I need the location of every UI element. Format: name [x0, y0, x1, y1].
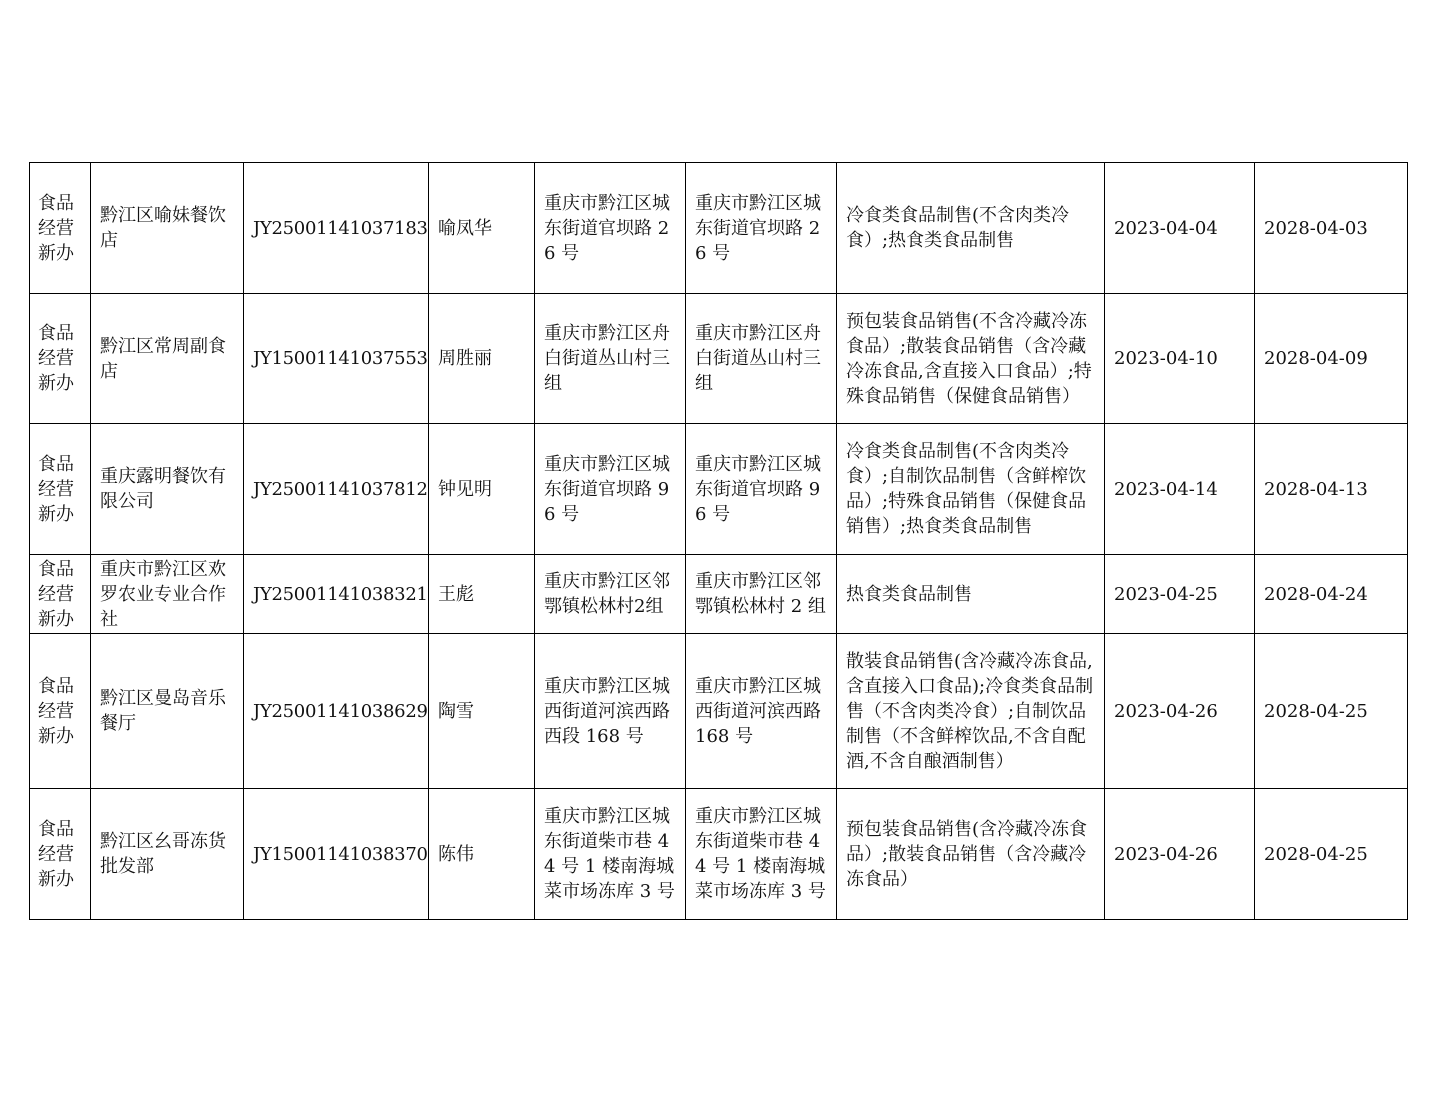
business-name-cell: 黔江区幺哥冻货批发部 — [91, 789, 244, 920]
business-scope-cell: 散装食品销售(含冷藏冷冻食品,含直接入口食品);冷食类食品制售（不含肉类冷食）;自制饮品制售（不含鲜榨饮品,不含自配酒,不含自酿酒制售） — [837, 634, 1105, 789]
license-number-cell: JY25001141037812 — [244, 424, 429, 555]
business-name-cell: 黔江区喻妹餐饮店 — [91, 163, 244, 294]
business-name-cell: 重庆市黔江区欢罗农业专业合作社 — [91, 555, 244, 634]
table-row — [30, 789, 1408, 920]
license-records-table — [29, 162, 1408, 920]
expiry-date-cell: 2028-04-24 — [1255, 555, 1408, 634]
table-row — [30, 294, 1408, 424]
business-name-cell: 黔江区曼岛音乐餐厅 — [91, 634, 244, 789]
table-row — [30, 634, 1408, 789]
expiry-date-cell: 2028-04-03 — [1255, 163, 1408, 294]
permit-type-cell: 食品经营新办 — [30, 634, 91, 789]
address-cell: 重庆市黔江区城东街道官坝路 26 号 — [535, 163, 686, 294]
business-scope-cell: 预包装食品销售(不含冷藏冷冻食品）;散装食品销售（含冷藏冷冻食品,含直接入口食品）;特殊食品销售（保健食品销售） — [837, 294, 1105, 424]
address-cell: 重庆市黔江区舟白街道丛山村三组 — [535, 294, 686, 424]
business-address-cell: 重庆市黔江区城西街道河滨西路 168 号 — [686, 634, 837, 789]
expiry-date-cell: 2028-04-25 — [1255, 634, 1408, 789]
table-row — [30, 555, 1408, 634]
issue-date-cell: 2023-04-14 — [1105, 424, 1255, 555]
business-address-cell: 重庆市黔江区邻鄂镇松林村 2 组 — [686, 555, 837, 634]
business-scope-cell: 热食类食品制售 — [837, 555, 1105, 634]
license-number-cell: JY25001141038629 — [244, 634, 429, 789]
address-cell: 重庆市黔江区城东街道柴市巷 44 号 1 楼南海城菜市场冻库 3 号 — [535, 789, 686, 920]
address-cell: 重庆市黔江区邻鄂镇松林村2组 — [535, 555, 686, 634]
business-address-cell: 重庆市黔江区城东街道官坝路 26 号 — [686, 163, 837, 294]
issue-date-cell: 2023-04-25 — [1105, 555, 1255, 634]
license-number-cell: JY25001141038321 — [244, 555, 429, 634]
business-scope-cell: 冷食类食品制售(不含肉类冷食）;自制饮品制售（含鲜榨饮品）;特殊食品销售（保健食品销售）;热食类食品制售 — [837, 424, 1105, 555]
legal-representative-cell: 陶雪 — [429, 634, 535, 789]
address-cell: 重庆市黔江区城东街道官坝路 96 号 — [535, 424, 686, 555]
table-row — [30, 424, 1408, 555]
legal-representative-cell: 周胜丽 — [429, 294, 535, 424]
business-scope-cell: 预包装食品销售(含冷藏冷冻食品）;散装食品销售（含冷藏冷冻食品） — [837, 789, 1105, 920]
issue-date-cell: 2023-04-04 — [1105, 163, 1255, 294]
legal-representative-cell: 陈伟 — [429, 789, 535, 920]
license-number-cell: JY25001141037183 — [244, 163, 429, 294]
expiry-date-cell: 2028-04-25 — [1255, 789, 1408, 920]
expiry-date-cell: 2028-04-09 — [1255, 294, 1408, 424]
permit-type-cell: 食品经营新办 — [30, 163, 91, 294]
business-address-cell: 重庆市黔江区城东街道官坝路 96 号 — [686, 424, 837, 555]
business-name-cell: 黔江区常周副食店 — [91, 294, 244, 424]
legal-representative-cell: 王彪 — [429, 555, 535, 634]
permit-type-cell: 食品经营新办 — [30, 424, 91, 555]
permit-type-cell: 食品经营新办 — [30, 789, 91, 920]
legal-representative-cell: 钟见明 — [429, 424, 535, 555]
address-cell: 重庆市黔江区城西街道河滨西路西段 168 号 — [535, 634, 686, 789]
permit-type-cell: 食品经营新办 — [30, 294, 91, 424]
issue-date-cell: 2023-04-26 — [1105, 789, 1255, 920]
license-number-cell: JY15001141037553 — [244, 294, 429, 424]
license-number-cell: JY15001141038370 — [244, 789, 429, 920]
issue-date-cell: 2023-04-10 — [1105, 294, 1255, 424]
business-address-cell: 重庆市黔江区舟白街道丛山村三组 — [686, 294, 837, 424]
table-row — [30, 163, 1408, 294]
issue-date-cell: 2023-04-26 — [1105, 634, 1255, 789]
expiry-date-cell: 2028-04-13 — [1255, 424, 1408, 555]
business-scope-cell: 冷食类食品制售(不含肉类冷食）;热食类食品制售 — [837, 163, 1105, 294]
business-name-cell: 重庆露明餐饮有限公司 — [91, 424, 244, 555]
business-address-cell: 重庆市黔江区城东街道柴市巷 44 号 1 楼南海城菜市场冻库 3 号 — [686, 789, 837, 920]
legal-representative-cell: 喻凤华 — [429, 163, 535, 294]
permit-type-cell: 食品经营新办 — [30, 555, 91, 634]
